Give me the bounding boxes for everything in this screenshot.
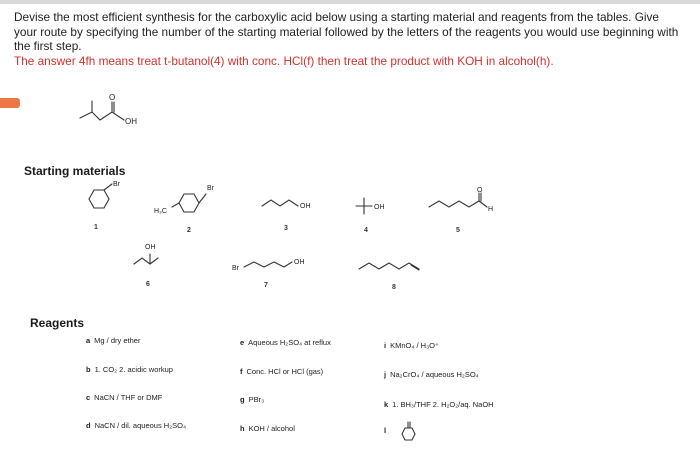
- starting-material-2[interactable]: [152, 180, 227, 220]
- reagent-e[interactable]: e Aqueous H₂SO₄ at reflux: [240, 338, 331, 347]
- target-molecule: [70, 88, 160, 138]
- svg-text:OH: OH: [145, 244, 156, 251]
- reagent-f[interactable]: f Conc. HCl or HCl (gas): [240, 367, 324, 376]
- svg-text:O: O: [477, 187, 483, 194]
- starting-materials-title: Starting materials: [24, 164, 126, 178]
- svg-text:Br: Br: [207, 185, 214, 192]
- reagent-c[interactable]: c NaCN / THF or DMF: [86, 393, 163, 402]
- reagent-l-structure: [396, 418, 426, 446]
- starting-material-3[interactable]: [258, 190, 328, 220]
- svg-text:H₃C: H₃C: [154, 208, 167, 215]
- sm-number-1: 1: [94, 224, 98, 231]
- reagent-j[interactable]: j Na₂CrO₄ / aqueous H₂SO₄: [384, 370, 479, 379]
- reagent-k[interactable]: k 1. BH₃/THF 2. H₂O₂/aq. NaOH: [384, 400, 494, 409]
- starting-material-4[interactable]: [350, 190, 410, 220]
- reagent-g[interactable]: g PBr₃: [240, 395, 265, 404]
- target-o-label: O: [109, 93, 116, 102]
- sm-number-5: 5: [456, 227, 460, 234]
- reagent-a[interactable]: a Mg / dry ether: [86, 336, 141, 345]
- reagent-i[interactable]: i KMnO₄ / H₃O⁺: [384, 341, 439, 350]
- starting-material-5[interactable]: [425, 185, 505, 220]
- reagent-d[interactable]: d NaCN / dil. aqueous H₂SO₄: [86, 421, 187, 430]
- svg-text:H: H: [488, 206, 494, 213]
- starting-material-1[interactable]: [80, 180, 130, 220]
- starting-material-8[interactable]: [355, 255, 435, 280]
- reagent-l[interactable]: l: [384, 426, 387, 435]
- reagent-h[interactable]: h KOH / alcohol: [240, 424, 295, 433]
- sm-number-2: 2: [187, 227, 191, 234]
- starting-material-7[interactable]: [230, 255, 320, 280]
- svg-text:Br: Br: [113, 181, 120, 188]
- question-text: Devise the most efficient synthesis for the carboxylic acid below using a starting material and reagents from the tables. Give your route by specifying the number of the starting material followed by the letters of the reagents you would use beginning with the first step.: [14, 10, 679, 53]
- svg-text:OH: OH: [300, 203, 311, 210]
- sm-number-3: 3: [284, 225, 288, 232]
- top-bar: [0, 0, 700, 4]
- sm-number-6: 6: [146, 281, 150, 288]
- target-oh-label: OH: [125, 117, 137, 126]
- svg-text:OH: OH: [294, 259, 305, 266]
- svg-text:OH: OH: [374, 204, 385, 211]
- sm-number-8: 8: [392, 284, 396, 291]
- target-chain: [80, 112, 124, 120]
- orange-tab-marker[interactable]: [0, 98, 20, 108]
- sm-number-4: 4: [364, 227, 368, 234]
- starting-material-6[interactable]: [128, 238, 178, 278]
- reagents-title: Reagents: [30, 316, 85, 330]
- answer-example-note: The answer 4fh means treat t-butanol(4) with conc. HCl(f) then treat the product with KOH in alcohol(h).: [14, 54, 554, 68]
- reagent-b[interactable]: b 1. CO₂ 2. acidic workup: [86, 365, 173, 374]
- sm-number-7: 7: [264, 282, 268, 289]
- svg-text:Br: Br: [232, 265, 239, 272]
